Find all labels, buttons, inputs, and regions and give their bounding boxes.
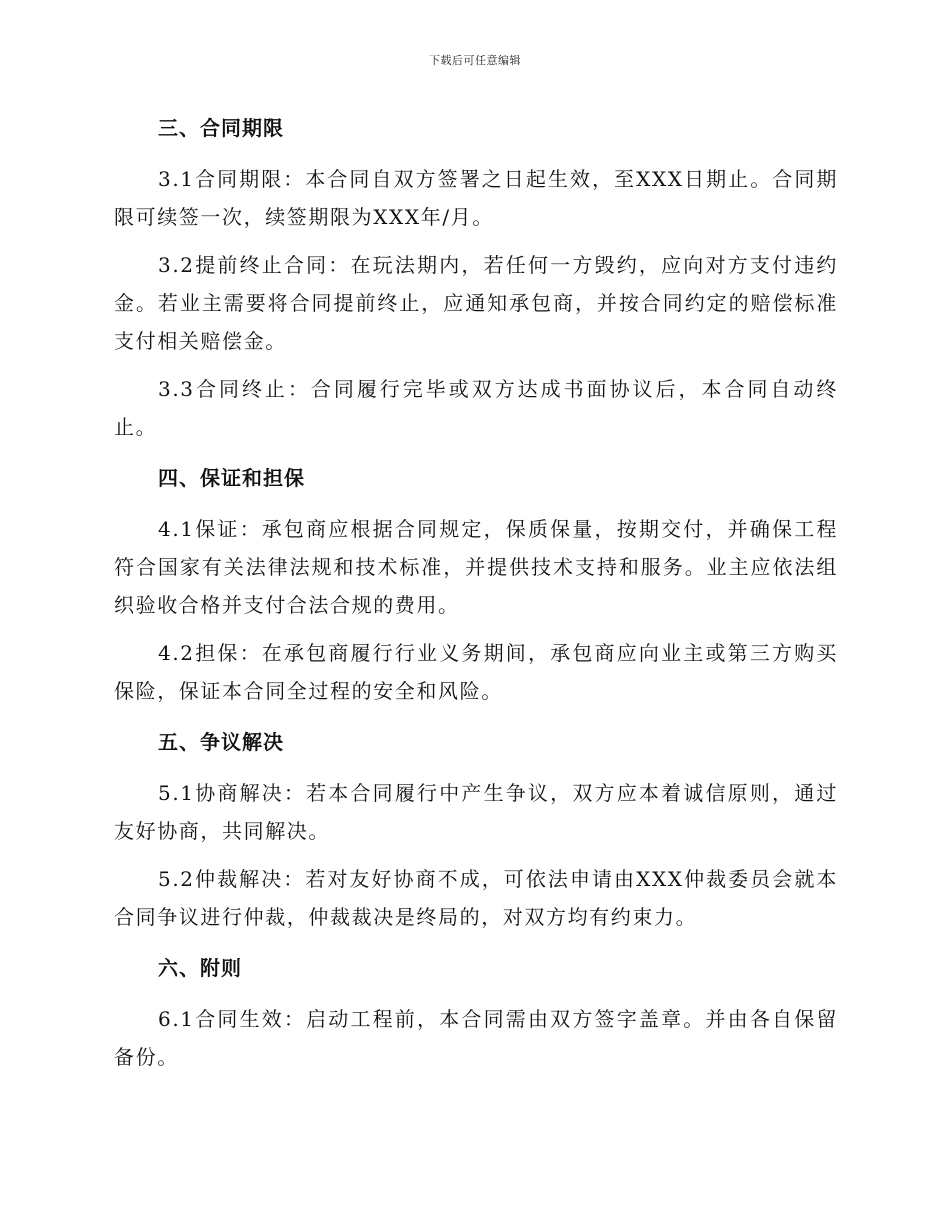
section-heading: 四、保证和担保 [158,466,305,490]
paragraph: 6.1合同生效：启动工程前，本合同需由双方签字盖章。并由各自保留备份。 [114,1007,838,1069]
section-6 [114,954,838,1076]
paragraph: 3.2提前终止合同：在玩法期内，若任何一方毁约，应向对方支付违约金。若业主需要将合同提前终止，应通知承包商，并按合同约定的赔偿标准支付相关赔偿金。 [114,253,838,353]
paragraph: 5.1协商解决：若本合同履行中产生争议，双方应本着诚信原则，通过友好协商，共同解决。 [114,781,838,843]
paragraph: 4.2担保：在承包商履行行业义务期间，承包商应向业主或第三方购买保险，保证本合同全过程的安全和风险。 [114,641,838,703]
section-4 [114,464,838,710]
section-heading: 五、争议解决 [158,730,284,754]
paragraph: 3.1合同期限：本合同自双方签署之日起生效，至XXX日期止。合同期限可续签一次，续签期限为XXX年/月。 [114,167,838,229]
section-heading: 六、附则 [158,956,242,980]
section-5 [114,728,838,936]
paragraph: 5.2仲裁解决：若对友好协商不成，可依法申请由XXX仲裁委员会就本合同争议进行仲裁，仲裁裁决是终局的，对双方均有约束力。 [114,867,838,929]
header-note: 下载后可任意编辑 [429,54,521,67]
document-body [114,114,838,1076]
paragraph: 4.1保证：承包商应根据合同规定，保质保量，按期交付，并确保工程符合国家有关法律法规和技术标准，并提供技术支持和服务。业主应依法组织验收合格并支付合法合规的费用。 [114,517,838,617]
section-3 [114,114,838,446]
paragraph: 3.3合同终止：合同履行完毕或双方达成书面协议后，本合同自动终止。 [114,377,838,439]
section-heading: 三、合同期限 [158,116,284,140]
